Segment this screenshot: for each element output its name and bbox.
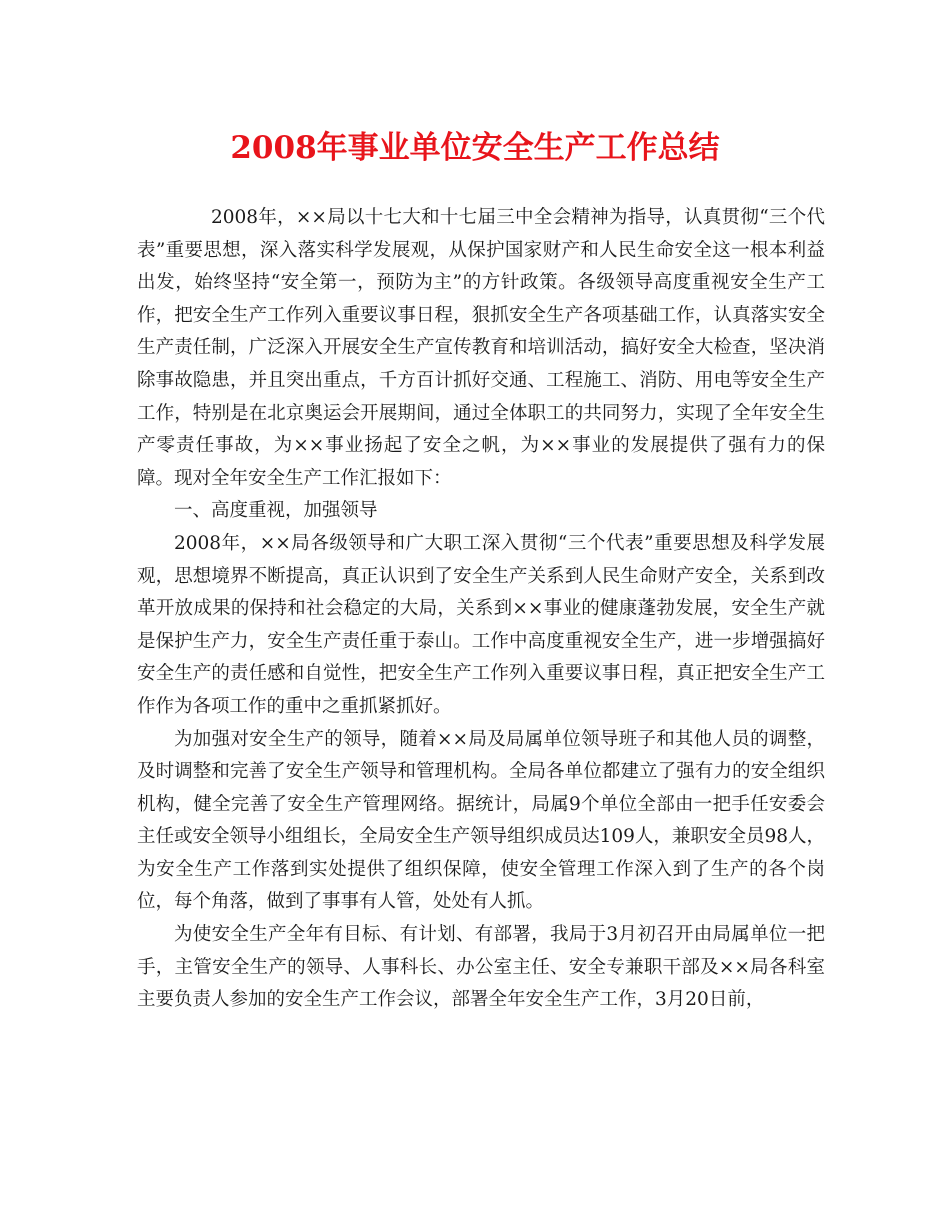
document-body xyxy=(137,202,825,1017)
section-heading-1: 一、高度重视，加强领导 xyxy=(174,500,378,522)
paragraph-section1-3: 为使安全生产全年有目标、有计划、有部署，我局于3月初召开由局属单位一把手，主管安全生产的领导、人事科长、办公室主任、安全专兼职干部及××局各科室主要负责人参加的安全生产工作会议，部署全年安全生产工作，3月20日前， xyxy=(137,924,825,1011)
paragraph-intro: 2008年，××局以十七大和十七届三中全会精神为指导，认真贯彻“三个代表”重要思想，深入落实科学发展观，从保护国家财产和人民生命安全这一根本利益出发，始终坚持“安全第一，预防为主”的方针政策。各级领导高度重视安全生产工作，把安全生产工作列入重要议事日程，狠抓安全生产各项基础工作，认真落实安全生产责任制，广泛深入开展安全生产宣传教育和培训活动，搞好安全大检查，坚决消除事故隐患，并且突出重点，千方百计抓好交通、工程施工、消防、用电等安全生产工作，特别是在北京奥运会开展期间，通过全体职工的共同努力，实现了全年安全生产零责任事故，为××事业扬起了安全之帆，为××事业的发展提供了强有力的保障。现对全年安全生产工作汇报如下： xyxy=(137,207,825,489)
paragraph-section1-1: 2008年，××局各级领导和广大职工深入贯彻“三个代表”重要思想及科学发展观，思想境界不断提高，真正认识到了安全生产关系到人民生命财产安全，关系到改革开放成果的保持和社会稳定的大局，关系到××事业的健康蓬勃发展，安全生产就是保护生产力，安全生产责任重于泰山。工作中高度重视安全生产，进一步增强搞好安全生产的责任感和自觉性，把安全生产工作列入重要议事日程，真正把安全生产工作作为各项工作的重中之重抓紧抓好。 xyxy=(137,532,825,717)
document-title: 2008年事业单位安全生产工作总结 xyxy=(230,130,720,166)
paragraph-section1-2: 为加强对安全生产的领导，随着××局及局属单位领导班子和其他人员的调整，及时调整和完善了安全生产领导和管理机构。全局各单位都建立了强有力的安全组织机构，健全完善了安全生产管理网络。据统计，局属9个单位全部由一把手任安委会主任或安全领导小组组长，全局安全生产领导组织成员达109人，兼职安全员98人，为安全生产工作落到实处提供了组织保障，使安全管理工作深入到了生产的各个岗位，每个角落，做到了事事有人管，处处有人抓。 xyxy=(137,728,825,913)
